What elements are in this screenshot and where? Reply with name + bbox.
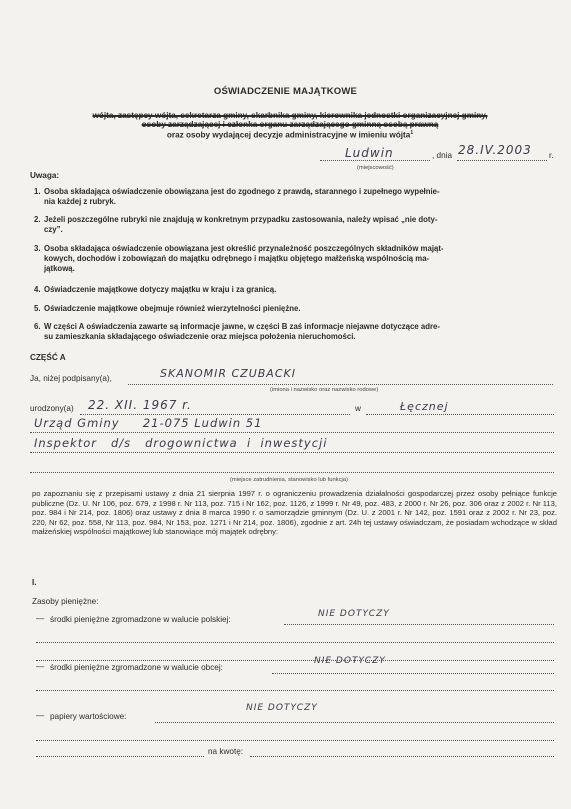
amount-line: [250, 756, 554, 757]
note-number: 2.: [34, 215, 41, 224]
foreign-currency-line: [272, 673, 554, 674]
name-line: [128, 384, 553, 385]
amount-pre-line: [36, 756, 204, 757]
foreign-currency-extra-line: [36, 690, 554, 691]
date-suffix: r.: [549, 151, 554, 160]
foreign-currency-label: środki pieniężne zgromadzone w walucie obcej:: [50, 663, 223, 672]
birth-date-line: [80, 414, 350, 415]
place-value: Ludwin: [345, 146, 394, 160]
amount-label: na kwotę:: [208, 747, 244, 756]
born-label: urodzony(a): [30, 404, 74, 413]
undersigned-label: Ja, niżej podpisany(a),: [30, 374, 112, 383]
applies-to-text: oraz osoby wydającej decyzje administracyjne w imieniu wójta: [166, 130, 411, 140]
note-number: 4.: [34, 285, 41, 294]
note-text: czy”.: [44, 225, 63, 234]
polish-currency-extra-line-1: [36, 642, 554, 643]
securities-line: [155, 722, 554, 723]
notes-heading: Uwaga:: [30, 171, 60, 180]
birth-place-line: [366, 414, 554, 415]
section-i-heading: I.: [32, 578, 37, 587]
securities-label: papiery wartościowe:: [50, 712, 127, 721]
securities-extra-line: [36, 740, 554, 741]
struck-line-2: osoby zarządzającej i członka organu zarządzającego gminną osobą prawną: [141, 120, 439, 129]
polish-currency-label: środki pieniężne zgromadzone w walucie polskiej:: [50, 615, 231, 624]
employment-extra-line: [30, 472, 554, 473]
resources-label: Zasoby pieniężne:: [32, 597, 99, 606]
name-value: SKANOMIR CZUBACKI: [160, 367, 296, 380]
note-number: 6.: [34, 322, 41, 331]
row-dash: —: [36, 711, 45, 720]
note-text: jątkową.: [44, 264, 75, 273]
part-a-heading: CZĘŚĆ A: [30, 353, 66, 362]
footnote-marker: 1: [410, 130, 414, 136]
date-line: [457, 160, 547, 161]
row-dash: —: [36, 662, 45, 671]
date-prefix: , dnia: [432, 151, 453, 160]
polish-currency-line: [284, 624, 554, 625]
note-text: Osoba składająca oświadczenie obowiązana jest do zgodnego z prawdą, starannego i zupełnego wypełnie-: [44, 187, 440, 196]
law-paragraph: po zapoznaniu się z przepisami ustawy z dnia 21 sierpnia 1997 r. o ograniczeniu prowadzenia działalności gospodarczej przez osoby pełniące funkcje publiczne (Dz. U. Nr 106, poz. 679, z 1998 r. Nr 113, poz. 715 i Nr 162, poz. 1126, z 1999 r. Nr 49, poz. 483, z 2000 r. Nr 26, poz. 306 oraz z 2002 r. Nr 113, poz. 984 i Nr 214, poz. 1806) oraz ustawy z dnia 8 marca 1990 r. o samorządzie gminnym (Dz. U. z 2001 r. Nr 142, poz. 1591 oraz z 2002 r. Nr 23, poz. 220, Nr 62, poz. 558, Nr 113, poz. 984, Nr 153, poz. 1271 i Nr 214, poz. 1806), zgodnie z art. 24h tej ustawy oświadczam, że posiadam wchodzące w skład małżeńskiej wspólności majątkowej lub stanowiące mój majątek odrębny:: [32, 489, 557, 537]
note-number: 3.: [34, 244, 41, 253]
born-in-label: w: [355, 404, 361, 413]
employer-value: Urząd Gminy 21-075 Ludwin 51: [34, 416, 263, 430]
note-text: Osoba składająca oświadczenie obowiązana jest określić przynależność poszczególnych składników mająt-: [44, 244, 444, 253]
employer-line: [30, 432, 554, 433]
birth-date-value: 22. XII. 1967 r.: [88, 398, 192, 412]
employment-caption: (miejsce zatrudnienia, stanowisko lub funkcja): [230, 477, 348, 483]
note-number: 5.: [34, 304, 41, 313]
note-text: nia każdej z rubryk.: [44, 197, 116, 206]
note-text: W części A oświadczenia zawarte są informacje jawne, w części B zaś informacje niejawne dotyczące adre-: [44, 322, 440, 331]
position-line: [30, 452, 554, 453]
note-text: kowych, dochodów i zobowiązań do majątku odrębnego i majątku objętego małżeńską wspólnością ma-: [44, 254, 430, 263]
foreign-currency-value: NIE DOTYCZY: [314, 656, 386, 666]
note-number: 1.: [34, 187, 41, 196]
applies-to-line: [40, 130, 540, 140]
polish-currency-extra-line-2: [36, 660, 554, 661]
struck-line-1: wójta, zastępcy wójta, sekretarza gminy, skarbnika gminy, kierownika jednostki organizacyjnej gminy,: [92, 111, 488, 120]
note-text: Oświadczenie majątkowe obejmuje również wierzytelności pieniężne.: [44, 304, 301, 313]
place-line: [320, 160, 430, 161]
place-caption: (miejscowość): [357, 165, 394, 171]
securities-value: NIE DOTYCZY: [246, 703, 318, 713]
date-value: 28.IV.2003: [458, 143, 532, 157]
name-caption: (imiona i nazwisko oraz nazwisko rodowe): [270, 387, 379, 393]
note-text: su zamieszkania składającego oświadczenie oraz miejsca położenia nieruchomości.: [44, 332, 356, 341]
birth-place-value: Łęcznej: [400, 400, 449, 413]
polish-currency-value: NIE DOTYCZY: [318, 609, 390, 619]
note-text: Oświadczenie majątkowe dotyczy majątku w kraju i za granicą.: [44, 285, 277, 294]
row-dash: —: [36, 614, 45, 623]
position-value: Inspektor d/s drogownictwa i inwestycji: [34, 436, 328, 450]
document-title: OŚWIADCZENIE MAJĄTKOWE: [213, 86, 358, 97]
note-text: Jeżeli poszczególne rubryki nie znajdują w konkretnym przypadku zastosowania, należy wpisać „nie doty-: [44, 215, 438, 224]
